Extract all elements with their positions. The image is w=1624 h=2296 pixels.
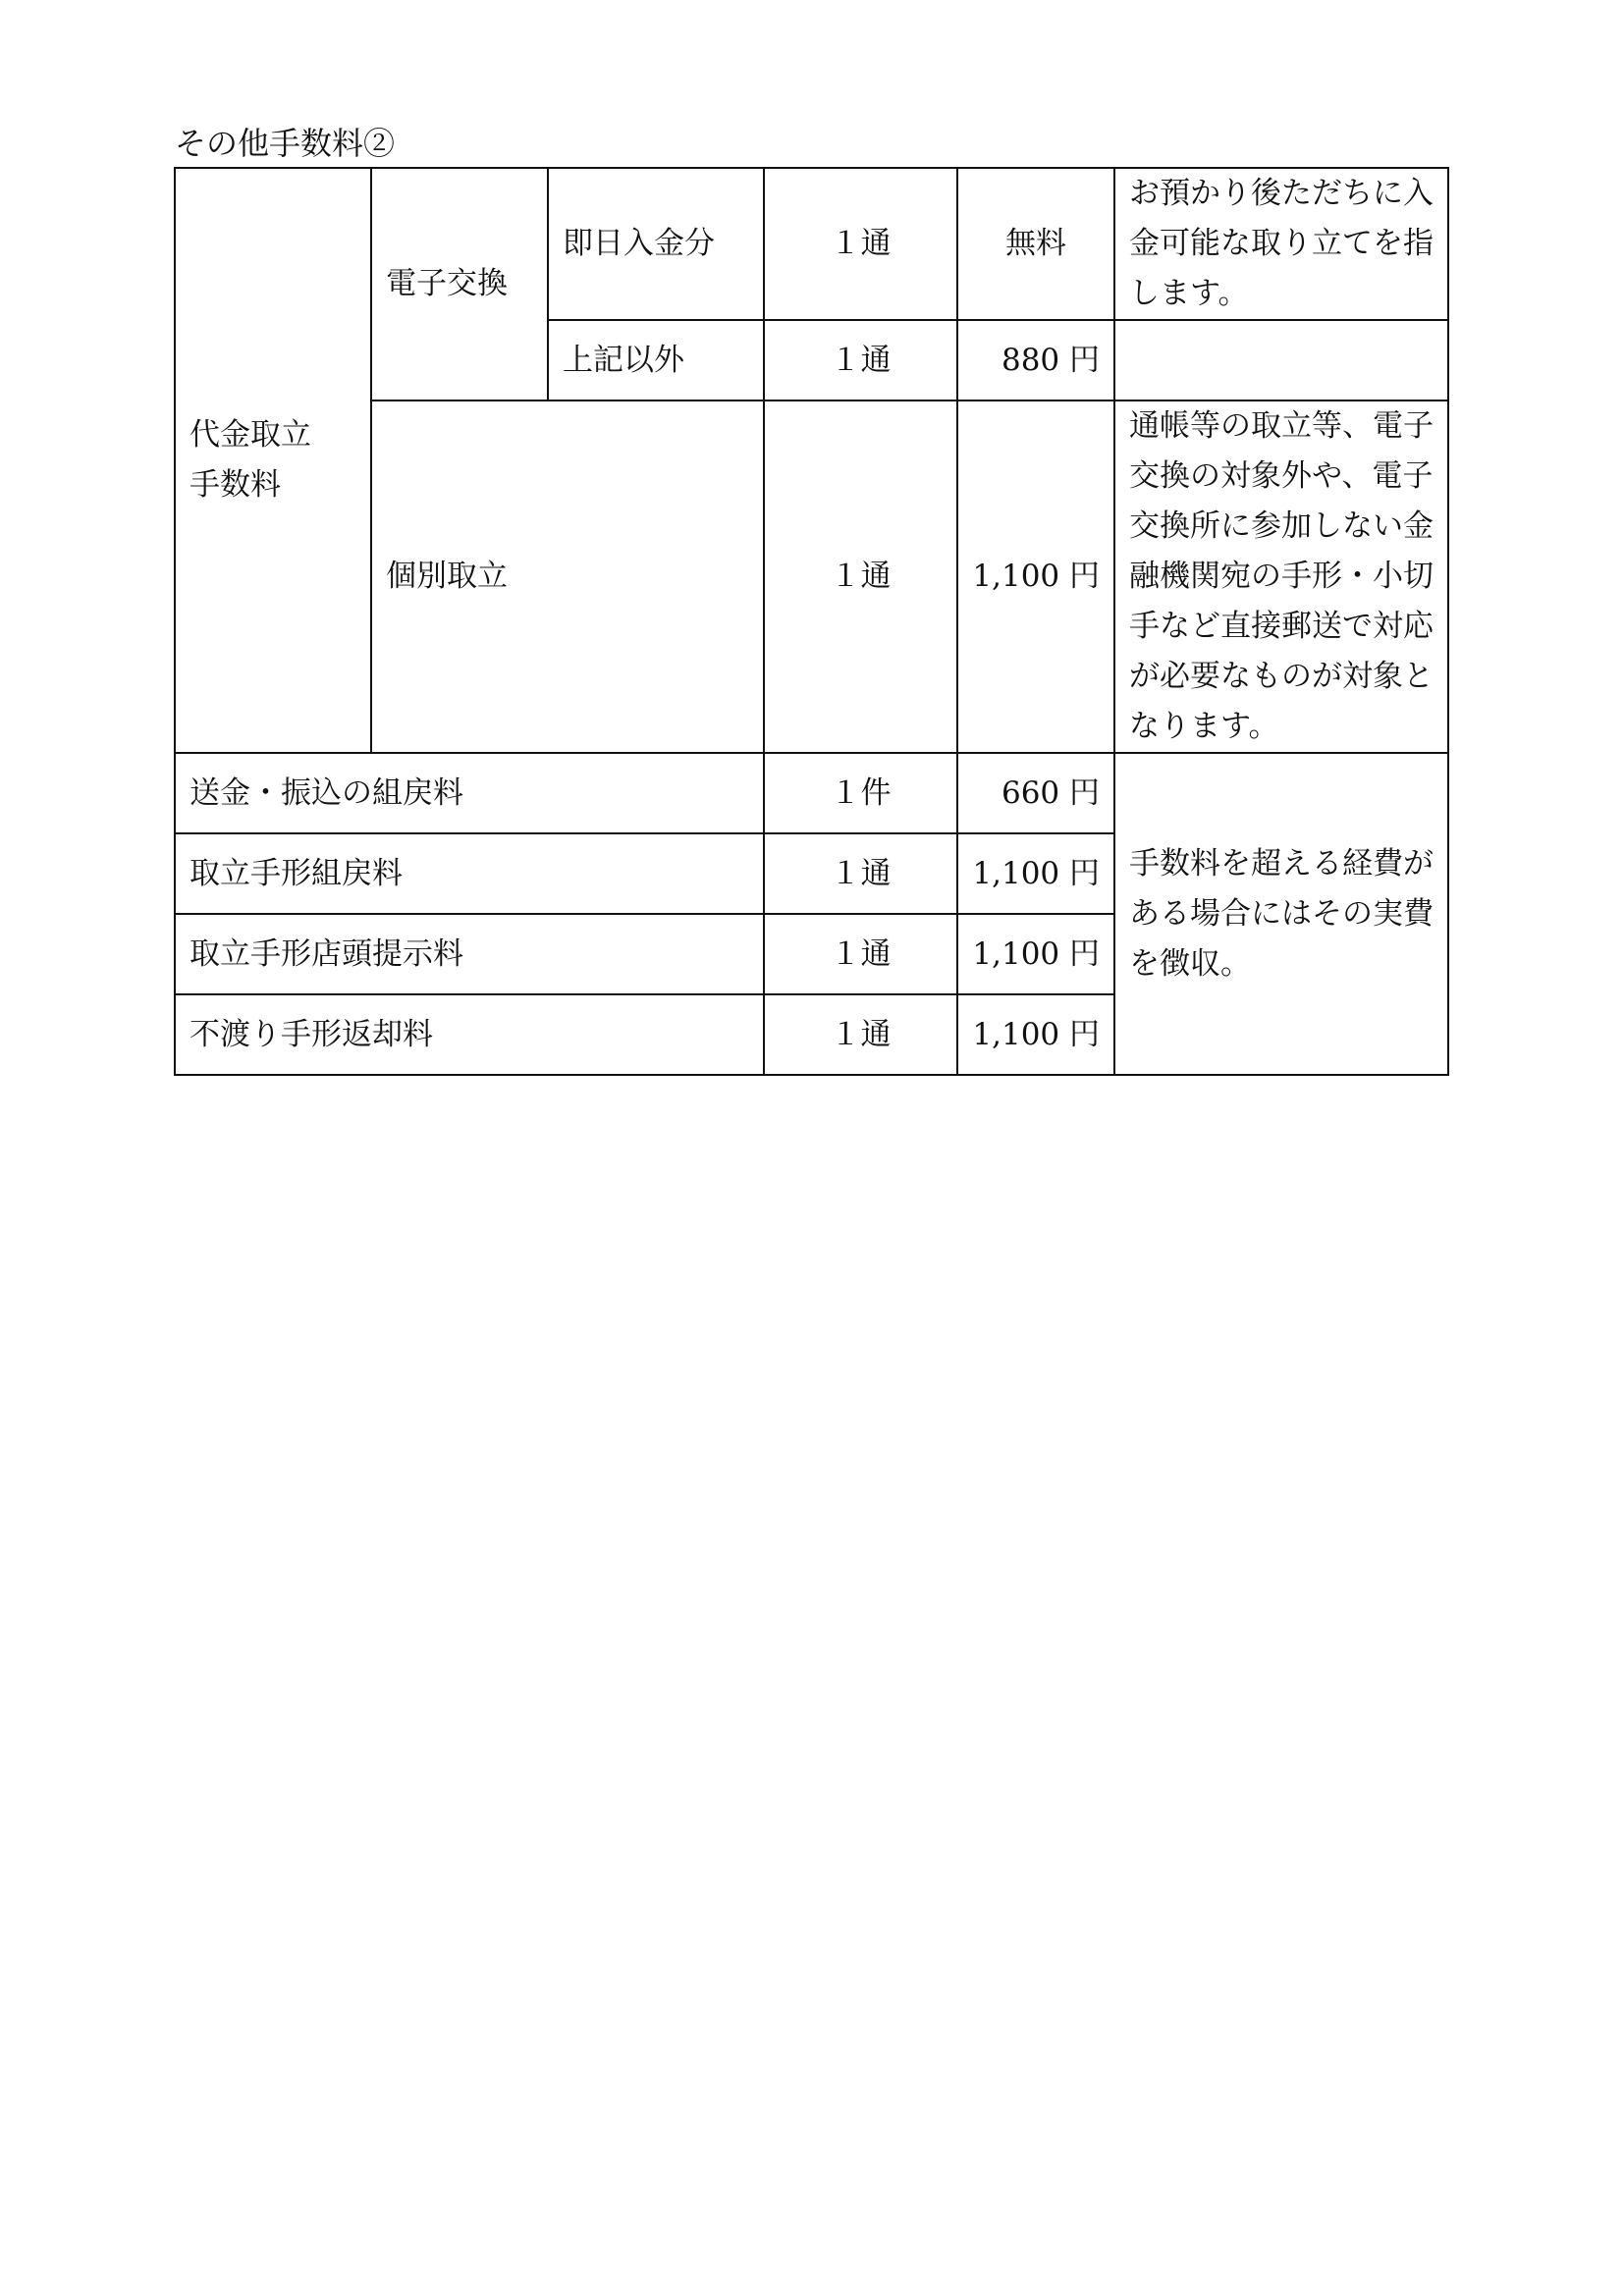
note-line: します。 <box>1129 276 1249 311</box>
note-line: 金可能な取り立てを指 <box>1129 226 1434 261</box>
kobetsu-label: 個別取立 <box>371 400 764 753</box>
page-title: その他手数料② <box>175 125 396 162</box>
other-unit: １通 <box>764 320 957 400</box>
row-label: 取立手形店頭提示料 <box>175 914 764 994</box>
other-fee: 880 円 <box>957 320 1114 400</box>
other-label: 上記以外 <box>548 320 764 400</box>
note-line: お預かり後ただちに入 <box>1129 176 1434 211</box>
row-label: 送金・振込の組戻料 <box>175 753 764 833</box>
note-line: 交換の対象外や、電子 <box>1129 458 1434 494</box>
row-unit: １通 <box>764 914 957 994</box>
row-fee: 1,100 円 <box>957 994 1114 1075</box>
daikin-label-line: 手数料 <box>189 467 281 503</box>
kobetsu-note <box>1114 400 1448 753</box>
note-line: 通帳等の取立等、電子 <box>1129 408 1434 444</box>
row-unit: １通 <box>764 833 957 914</box>
kobetsu-fee: 1,100 円 <box>957 400 1114 753</box>
shared-note <box>1114 753 1448 1075</box>
table-row <box>175 168 1448 320</box>
note-line: 手など直接郵送で対応 <box>1129 609 1434 644</box>
sokujitsu-note <box>1114 168 1448 320</box>
other-note <box>1114 320 1448 400</box>
sokujitsu-unit: １通 <box>764 168 957 320</box>
fee-table <box>174 167 1449 1076</box>
note-line: が必要なものが対象と <box>1129 659 1434 694</box>
note-line: なります。 <box>1129 709 1279 744</box>
row-fee: 1,100 円 <box>957 914 1114 994</box>
note-line: 交換所に参加しない金 <box>1129 508 1434 544</box>
row-label: 取立手形組戻料 <box>175 833 764 914</box>
row-unit: １通 <box>764 994 957 1075</box>
row-unit: １件 <box>764 753 957 833</box>
note-line: 融機関宛の手形・小切 <box>1129 559 1434 594</box>
table-row <box>175 753 1448 833</box>
sokujitsu-label: 即日入金分 <box>548 168 764 320</box>
row-fee: 1,100 円 <box>957 833 1114 914</box>
denshi-kokan-label: 電子交換 <box>371 168 548 400</box>
sokujitsu-fee: 無料 <box>957 168 1114 320</box>
row-fee: 660 円 <box>957 753 1114 833</box>
daikin-label-cell <box>175 168 371 753</box>
daikin-label-line: 代金取立 <box>189 417 311 453</box>
note-line: 手数料を超える経費が <box>1129 845 1434 881</box>
note-line: を徴収。 <box>1129 945 1251 982</box>
row-label: 不渡り手形返却料 <box>175 994 764 1075</box>
kobetsu-unit: １通 <box>764 400 957 753</box>
note-line: ある場合にはその実費 <box>1129 895 1434 932</box>
